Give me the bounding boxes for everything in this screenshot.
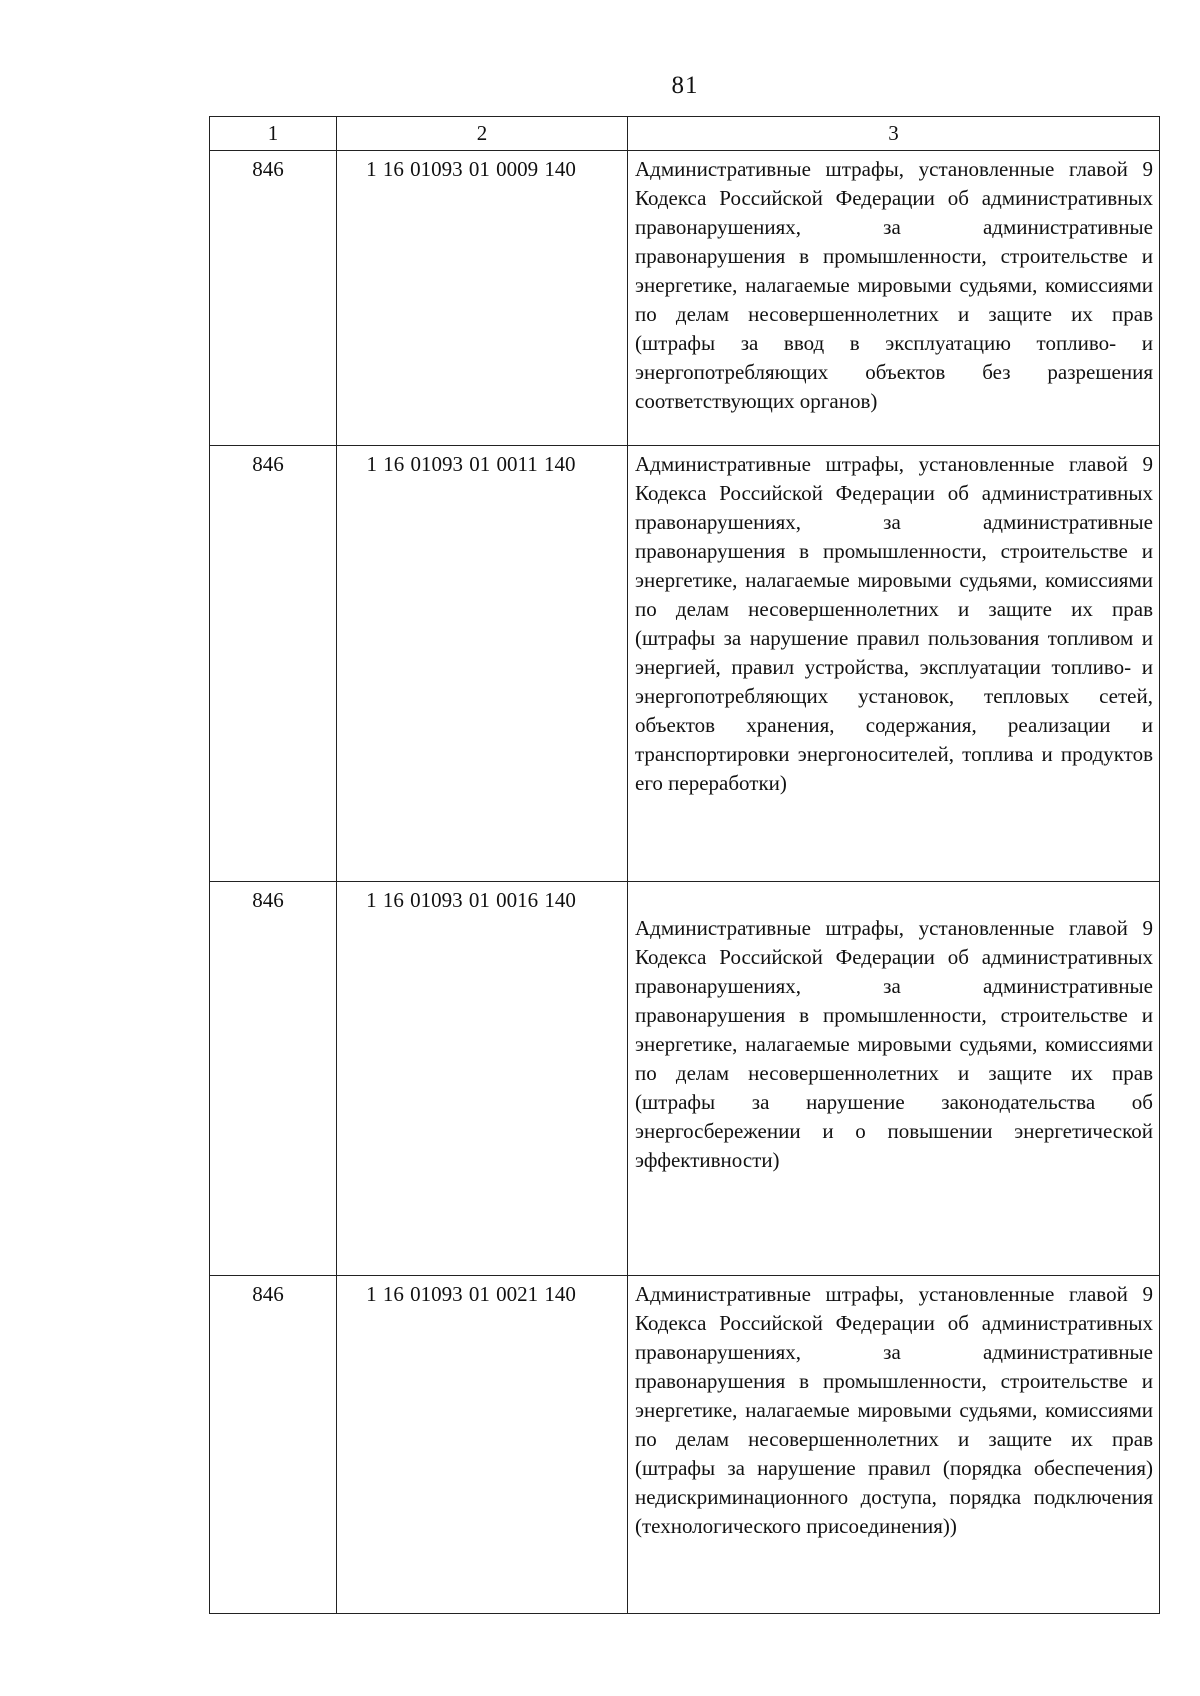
column-header-2: 2 (337, 117, 628, 151)
revenue-code-cell: 1 16 01093 01 0016 140 (337, 882, 628, 1276)
description-cell: Административные штрафы, установленные главой 9 Кодекса Российской Федерации об административных правонарушениях, за административные правонарушения в промышленности, строительстве и энергетике, налагаемые мировыми судьями, комиссиями по делам несовершеннолетних и защите их прав (штрафы за нарушение правил пользования топливом и энергией, правил устройства, эксплуатации топливо- и энергопотребляющих установок, тепловых сетей, объектов хранения, содержания, реализации и транспортировки энергоносителей, топлива и продуктов его переработки) (628, 446, 1160, 882)
page-number: 81 (671, 72, 699, 99)
revenue-code-cell: 1 16 01093 01 0021 140 (337, 1276, 628, 1614)
table-row (210, 1276, 1160, 1614)
column-header-3: 3 (628, 117, 1160, 151)
revenue-code-cell: 1 16 01093 01 0011 140 (337, 446, 628, 882)
table-header-row (210, 117, 1160, 151)
description-cell: Административные штрафы, установленные главой 9 Кодекса Российской Федерации об административных правонарушениях, за административные правонарушения в промышленности, строительстве и энергетике, налагаемые мировыми судьями, комиссиями по делам несовершеннолетних и защите их прав (штрафы за ввод в эксплуатацию топливо- и энергопотребляющих объектов без разрешения соответствующих органов) (628, 151, 1160, 446)
table-row (210, 882, 1160, 1276)
revenue-code-cell: 1 16 01093 01 0009 140 (337, 151, 628, 446)
budget-codes-table (209, 116, 1160, 1614)
description-cell: Административные штрафы, установленные главой 9 Кодекса Российской Федерации об административных правонарушениях, за административные правонарушения в промышленности, строительстве и энергетике, налагаемые мировыми судьями, комиссиями по делам несовершеннолетних и защите их прав (штрафы за нарушение законодательства об энергосбережении и о повышении энергетической эффективности) (628, 882, 1160, 1276)
column-header-1: 1 (210, 117, 337, 151)
table-row (210, 151, 1160, 446)
table-row (210, 446, 1160, 882)
agency-code-cell: 846 (210, 446, 337, 882)
agency-code-cell: 846 (210, 1276, 337, 1614)
agency-code-cell: 846 (210, 151, 337, 446)
description-cell: Административные штрафы, установленные главой 9 Кодекса Российской Федерации об административных правонарушениях, за административные правонарушения в промышленности, строительстве и энергетике, налагаемые мировыми судьями, комиссиями по делам несовершеннолетних и защите их прав (штрафы за нарушение правил (порядка обеспечения) недискриминационного доступа, порядка подключения (технологического присоединения)) (628, 1276, 1160, 1614)
agency-code-cell: 846 (210, 882, 337, 1276)
